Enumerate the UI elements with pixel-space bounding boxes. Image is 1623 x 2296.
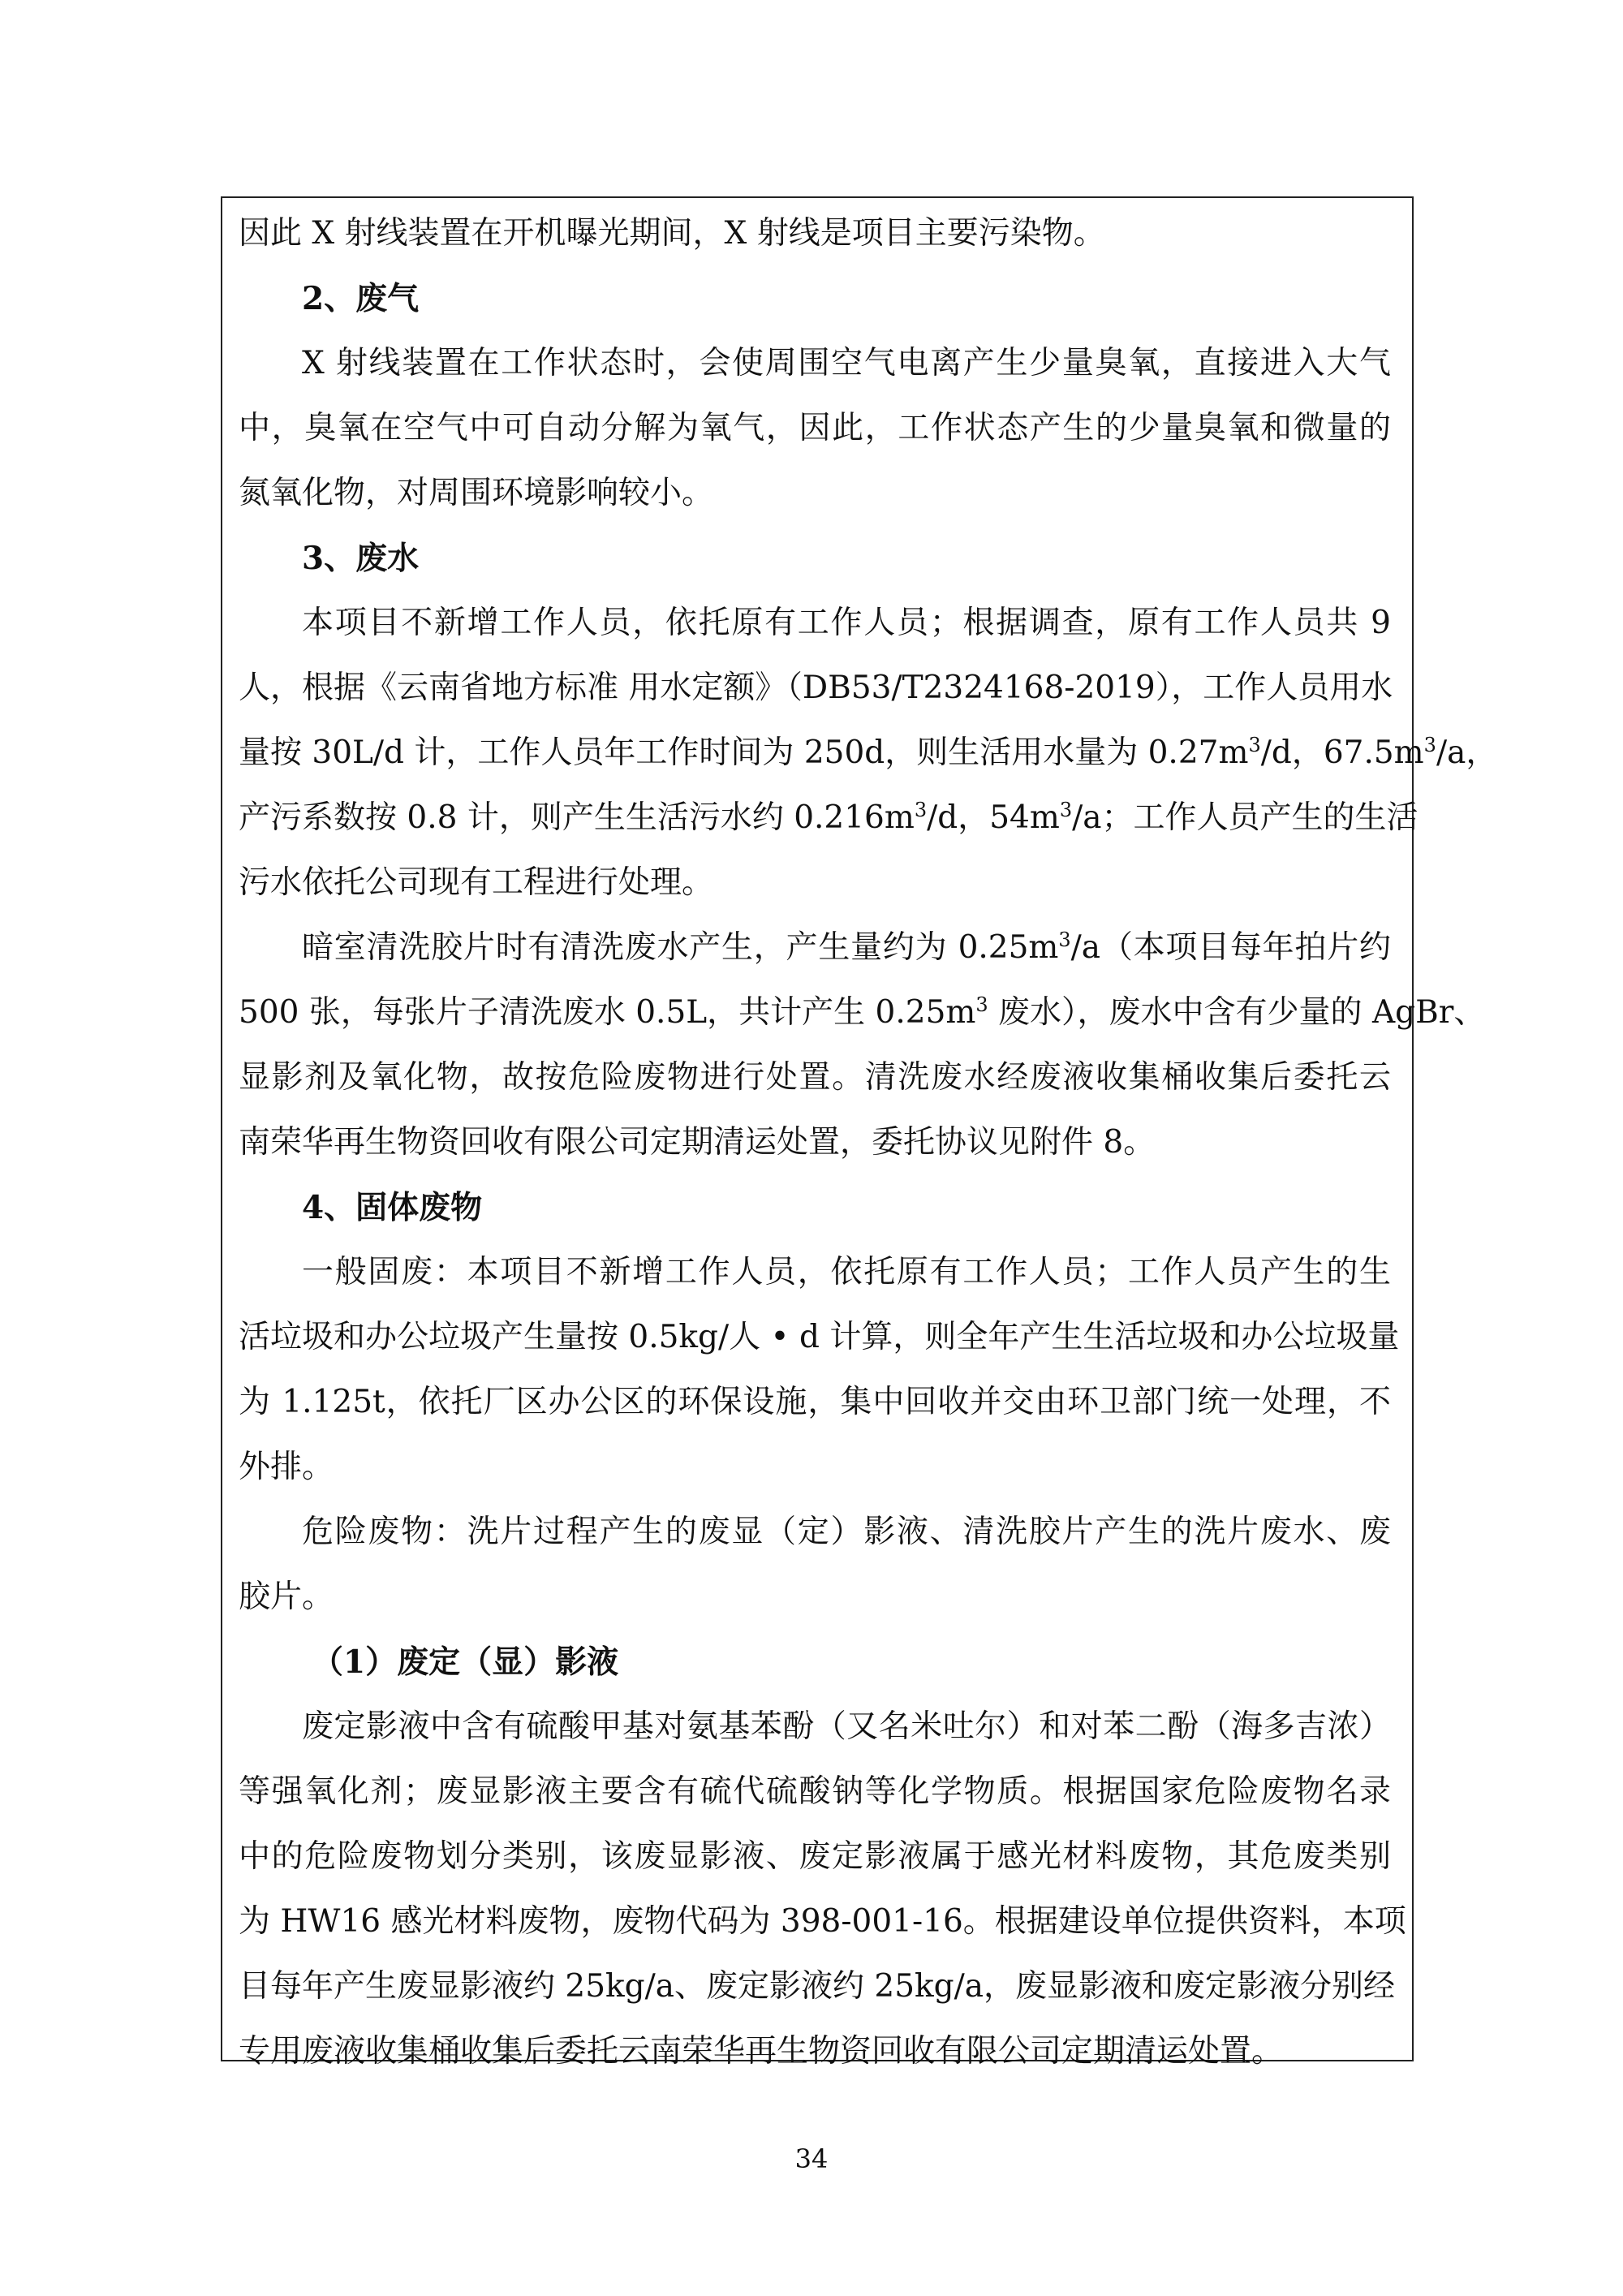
text-line: X 射线装置在工作状态时，会使周围空气电离产生少量臭氧，直接进入大气 — [302, 345, 1391, 381]
text-line — [239, 786, 1419, 851]
text-segment: 产污系数按 0.8 计，则产生生活污水约 0.216m — [239, 799, 915, 836]
text-line: 本项目不新增工作人员，依托原有工作人员；根据调查，原有工作人员共 9 — [302, 605, 1391, 641]
subsection-heading-developer-fixer: （1）废定（显）影液 — [312, 1643, 619, 1681]
section-heading-waste-gas: 2、废气 — [302, 280, 420, 317]
text-segment: /d，67.5m — [1260, 734, 1424, 771]
text-line: 胶片。 — [239, 1579, 334, 1615]
page-number: 34 — [794, 2143, 829, 2174]
content-table-frame — [221, 196, 1498, 2070]
text-segment: 暗室清洗胶片时有清洗废水产生，产生量约为 0.25m — [302, 929, 1059, 966]
text-segment: /a；工作人员产生的生活 — [1072, 799, 1419, 836]
text-line: 废定影液中含有硫酸甲基对氨基苯酚（又名米吐尔）和对苯二酚（海多吉浓） — [302, 1708, 1391, 1745]
text-line: 为 1.125t，依托厂区办公区的环保设施，集中回收并交由环卫部门统一处理，不 — [239, 1384, 1391, 1420]
text-line: 因此 X 射线装置在开机曝光期间，X 射线是项目主要污染物。 — [239, 215, 1105, 252]
text-line — [239, 721, 1498, 786]
text-segment: 废水），废水中含有少量的 AgBr、 — [988, 994, 1486, 1031]
text-line: 为 HW16 感光材料废物，废物代码为 398-001-16。根据建设单位提供资料，本项 — [239, 1903, 1406, 1940]
text-line: 活垃圾和办公垃圾产生量按 0.5kg/人 • d 计算，则全年产生生活垃圾和办公垃圾量 — [239, 1319, 1400, 1355]
text-segment: /d，54m — [927, 799, 1060, 836]
text-line: 中的危险废物划分类别，该废显影液、废定影液属于感光材料废物，其危废类别 — [239, 1838, 1391, 1875]
section-heading-solid-waste: 4、固体废物 — [302, 1189, 483, 1226]
text-line — [239, 915, 1391, 980]
text-line: 专用废液收集桶收集后委托云南荣华再生物资回收有限公司定期清运处置。 — [239, 2033, 1284, 2070]
text-line: 氮氧化物，对周围环境影响较小。 — [239, 475, 714, 511]
superscript: 3 — [914, 799, 928, 821]
text-segment: /a（本项目每年拍片约 — [1070, 929, 1391, 966]
text-line: 等强氧化剂；废显影液主要含有硫代硫酸钠等化学物质。根据国家危险废物名录 — [239, 1773, 1391, 1810]
superscript: 3 — [1423, 734, 1436, 756]
text-segment: /a， — [1436, 734, 1498, 771]
superscript: 3 — [1058, 928, 1071, 951]
text-line — [239, 980, 1486, 1045]
superscript: 3 — [1059, 799, 1073, 821]
section-heading-wastewater: 3、废水 — [302, 540, 420, 577]
text-segment: 500 张，每张片子清洗废水 0.5L，共计产生 0.25m — [239, 994, 976, 1031]
text-line: 一般固废：本项目不新增工作人员，依托原有工作人员；工作人员产生的生 — [302, 1254, 1391, 1290]
text-line: 危险废物：洗片过程产生的废显（定）影液、清洗胶片产生的洗片废水、废 — [302, 1514, 1391, 1550]
text-line: 外排。 — [239, 1449, 334, 1485]
text-line: 显影剂及氧化物，故按危险废物进行处置。清洗废水经废液收集桶收集后委托云 — [239, 1059, 1391, 1096]
text-line: 污水依托公司现有工程进行处理。 — [239, 864, 714, 901]
text-line: 中，臭氧在空气中可自动分解为氧气，因此，工作状态产生的少量臭氧和微量的 — [239, 410, 1391, 446]
text-line: 目每年产生废显影液约 25kg/a、废定影液约 25kg/a，废显影液和废定影液分别经 — [239, 1968, 1396, 2005]
superscript: 3 — [1248, 734, 1261, 756]
text-line: 人，根据《云南省地方标准 用水定额》（DB53/T2324168-2019），工作人员用水 — [239, 670, 1393, 706]
text-segment: 量按 30L/d 计，工作人员年工作时间为 250d，则生活用水量为 0.27m — [239, 734, 1249, 771]
superscript: 3 — [975, 993, 988, 1016]
text-line: 南荣华再生物资回收有限公司定期清运处置，委托协议见附件 8。 — [239, 1124, 1156, 1161]
